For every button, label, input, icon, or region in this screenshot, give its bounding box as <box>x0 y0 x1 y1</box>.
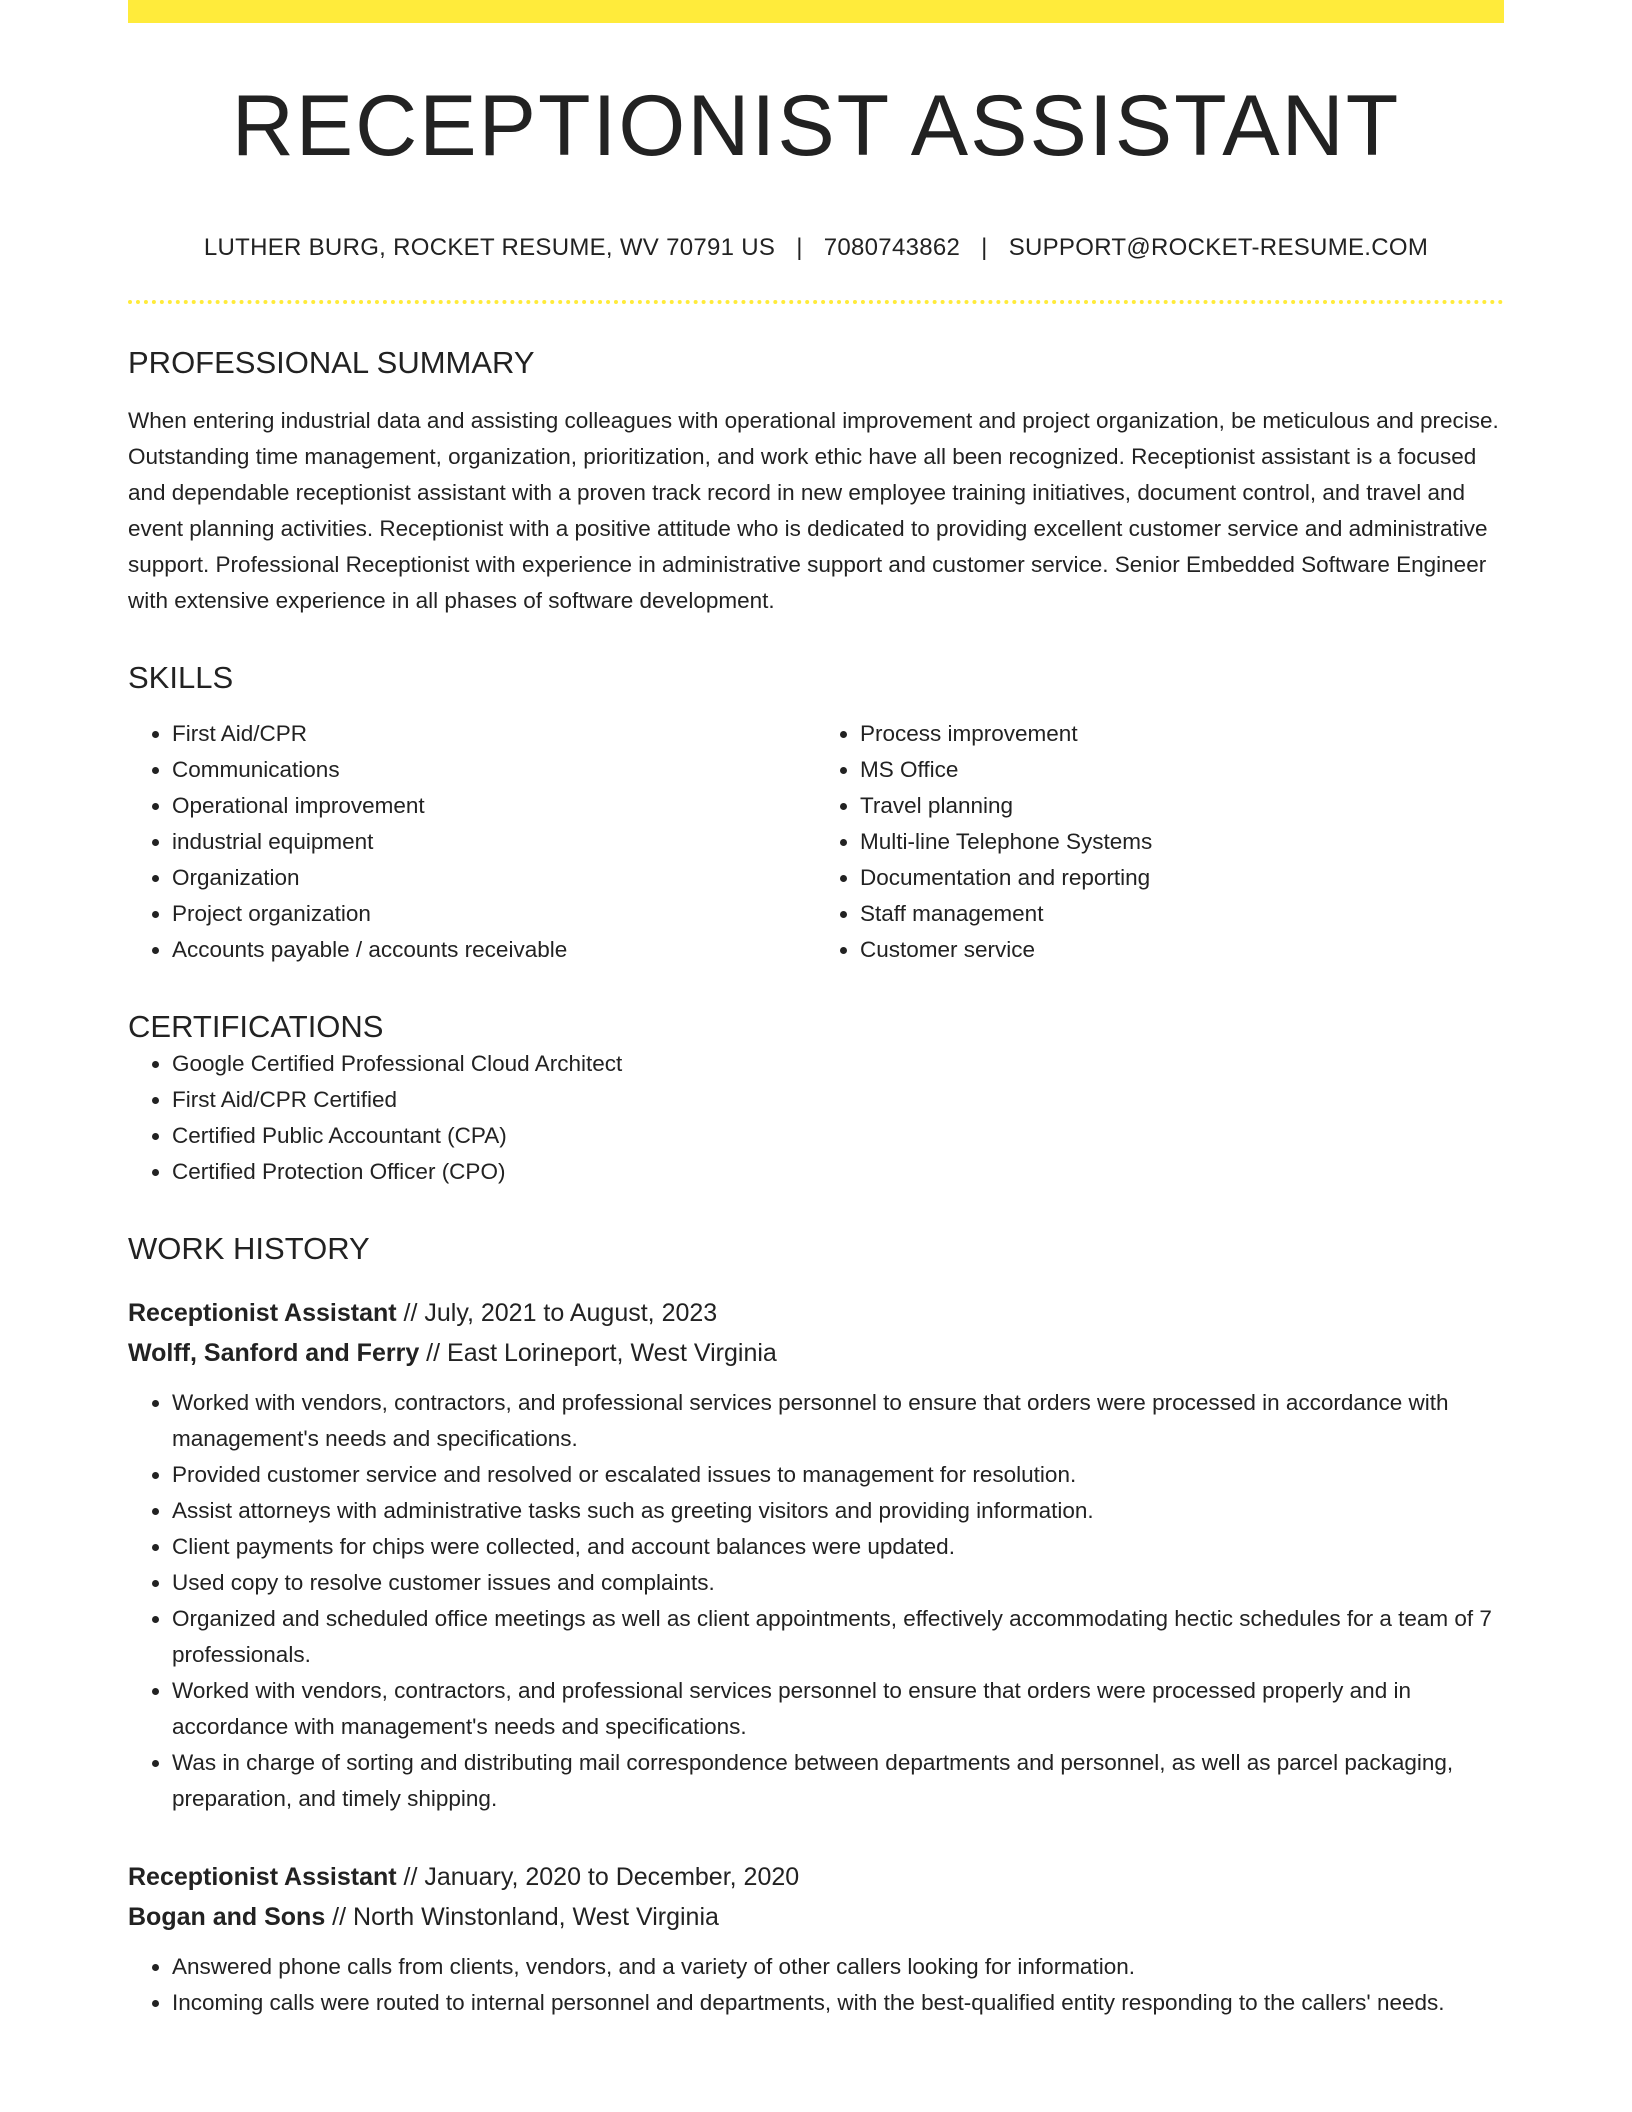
job-company-line <box>128 1897 1504 1937</box>
certification-item: • Certified Public Accountant (CPA) <box>172 1118 1504 1154</box>
job-duties-list <box>128 1385 1504 1817</box>
skills-list <box>128 716 1504 968</box>
certifications-heading: CERTIFICATIONS <box>128 1009 384 1045</box>
job-entry <box>128 1293 1504 1817</box>
skill-item: • Process improvement <box>860 716 1504 752</box>
skill-item: • Documentation and reporting <box>860 860 1504 896</box>
skills-column-right <box>816 716 1504 968</box>
skills-heading: SKILLS <box>128 660 234 696</box>
skill-item: • Customer service <box>860 932 1504 968</box>
job-dates: // January, 2020 to December, 2020 <box>396 1862 800 1891</box>
accent-top-bar <box>128 0 1504 23</box>
resume-title: RECEPTIONIST ASSISTANT <box>231 78 1401 174</box>
certifications-list <box>128 1046 1504 1190</box>
summary-text: When entering industrial data and assisting colleagues with operational improvement and project organization, be meticulous and precise. Outstanding time management, organization, prioritization, and work ethic have all been recognized. Receptionist assistant is a focused and dependable receptionist assistant with a proven track record in new employee training initiatives, document control, and travel and event planning activities. Receptionist with a positive attitude who is dedicated to providing excellent customer service and administrative support. Professional Receptionist with experience in administrative support and customer service. Senior Embedded Software Engineer with extensive experience in all phases of software development. <box>128 408 1499 614</box>
skill-item: • Communications <box>172 752 816 788</box>
job-duty-item: • Organized and scheduled office meetings as well as client appointments, effectively accommodating hectic schedules for a team of 7 professionals. <box>172 1601 1504 1673</box>
contact-line <box>128 234 1504 262</box>
job-duty-item: • Assist attorneys with administrative tasks such as greeting visitors and providing information. <box>172 1493 1504 1529</box>
skill-item: • Project organization <box>172 896 816 932</box>
skill-item: • Organization <box>172 860 816 896</box>
job-entry <box>128 1857 1504 2021</box>
job-duty-item: • Used copy to resolve customer issues and complaints. <box>172 1565 1504 1601</box>
certification-item: • First Aid/CPR Certified <box>172 1082 1504 1118</box>
job-role: Receptionist Assistant <box>128 1298 397 1327</box>
dotted-divider <box>128 300 1504 304</box>
contact-separator: | <box>796 234 803 261</box>
skill-item: • Multi-line Telephone Systems <box>860 824 1504 860</box>
job-role: Receptionist Assistant <box>128 1862 397 1891</box>
skills-column-left <box>128 716 816 968</box>
contact-address: LUTHER BURG, ROCKET RESUME, WV 70791 US <box>203 234 776 261</box>
job-company-line <box>128 1333 1504 1373</box>
skill-item: • Travel planning <box>860 788 1504 824</box>
skill-item: • Staff management <box>860 896 1504 932</box>
summary-heading: PROFESSIONAL SUMMARY <box>128 345 535 380</box>
job-title-line <box>128 1857 1504 1897</box>
work-history-heading: WORK HISTORY <box>128 1230 370 1266</box>
job-duty-item: • Provided customer service and resolved or escalated issues to management for resolution. <box>172 1457 1504 1493</box>
job-dates: // July, 2021 to August, 2023 <box>396 1298 718 1327</box>
job-title-line <box>128 1293 1504 1333</box>
skill-item: • industrial equipment <box>172 824 816 860</box>
job-location: // North Winstonland, West Virginia <box>325 1902 719 1931</box>
job-company: Wolff, Sanford and Ferry <box>128 1338 420 1367</box>
job-duty-item: • Incoming calls were routed to internal personnel and departments, with the best-qualified entity responding to the callers' needs. <box>172 1985 1504 2021</box>
resume-page <box>128 0 1504 2021</box>
job-location: // East Lorineport, West Virginia <box>419 1338 777 1367</box>
job-duty-item: • Worked with vendors, contractors, and professional services personnel to ensure that orders were processed properly and in accordance with management's needs and specifications. <box>172 1673 1504 1745</box>
certification-item: • Google Certified Professional Cloud Architect <box>172 1046 1504 1082</box>
job-duty-item: • Was in charge of sorting and distributing mail correspondence between departments and personnel, as well as parcel packaging, preparation, and timely shipping. <box>172 1745 1504 1817</box>
job-company: Bogan and Sons <box>128 1902 326 1931</box>
contact-phone: 7080743862 <box>823 234 961 261</box>
certification-item: • Certified Protection Officer (CPO) <box>172 1154 1504 1190</box>
job-duty-item: • Client payments for chips were collected, and account balances were updated. <box>172 1529 1504 1565</box>
job-duty-item: • Answered phone calls from clients, vendors, and a variety of other callers looking for information. <box>172 1949 1504 1985</box>
skill-item: • MS Office <box>860 752 1504 788</box>
contact-separator: | <box>981 234 988 261</box>
skill-item: • Operational improvement <box>172 788 816 824</box>
skill-item: • First Aid/CPR <box>172 716 816 752</box>
job-duties-list <box>128 1949 1504 2021</box>
contact-email: SUPPORT@ROCKET-RESUME.COM <box>1008 234 1429 261</box>
job-duty-item: • Worked with vendors, contractors, and professional services personnel to ensure that orders were processed in accordance with management's needs and specifications. <box>172 1385 1504 1457</box>
skill-item: • Accounts payable / accounts receivable <box>172 932 816 968</box>
